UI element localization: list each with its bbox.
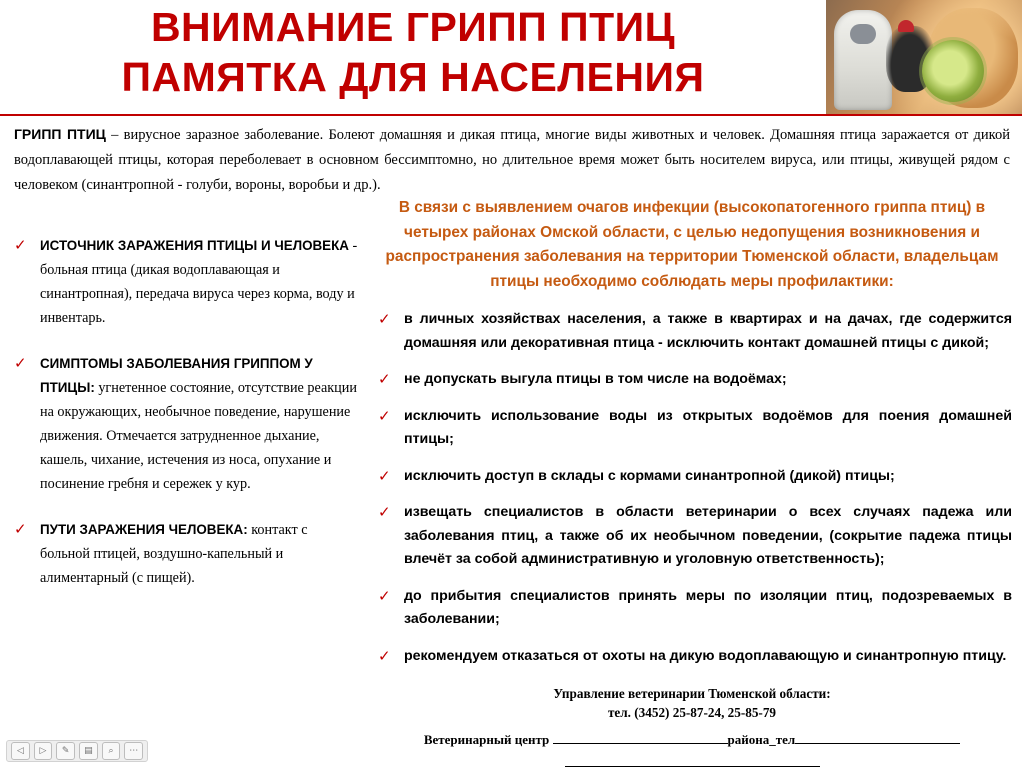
page-title: [0, 2, 826, 102]
list-item-text: угнетенное состояние, отсутствие реакции на окружающих, необычное поведение, нарушение движения. Отмечается затрудненное дыхание, кашель, чихание, истечения из носа, опухание и посинение гребня и сережек у кур.: [40, 380, 357, 492]
title-line-1: ВНИМАНИЕ ГРИПП ПТИЦ: [150, 4, 676, 50]
title-line-2: ПАМЯТКА ДЛЯ НАСЕЛЕНИЯ: [121, 54, 705, 100]
header-divider: [0, 114, 1022, 116]
list-item: [372, 585, 1012, 632]
form-blank-2: [795, 730, 960, 744]
footer-form-line-1: [372, 730, 1012, 749]
list-item: [14, 518, 359, 590]
list-item: [372, 501, 1012, 572]
list-item-text: контакт с больной птицей, воздушно-капельный и алиментарный (с пищей).: [40, 522, 308, 586]
form-blank-1: [553, 730, 728, 744]
check-icon: ✓: [14, 354, 27, 372]
list-item-heading: ИСТОЧНИК ЗАРАЖЕНИЯ ПТИЦЫ И ЧЕЛОВЕКА: [40, 238, 349, 253]
list-item: [14, 352, 359, 496]
list-item: [372, 405, 1012, 452]
more-options-button[interactable]: ⋯: [124, 742, 143, 760]
header-photo: [826, 0, 1022, 114]
footer-block: [372, 684, 1012, 772]
list-item-text: в личных хозяйствах населения, а также в квартирах и на дачах, где содержится домашняя или декоративная птица - исключить контакт домашней птицы с дикой;: [404, 311, 1012, 351]
left-column: [14, 234, 359, 612]
form-label-district: района_тел: [727, 732, 796, 747]
intro-lead: ГРИПП ПТИЦ: [14, 126, 106, 142]
list-item-heading: ПУТИ ЗАРАЖЕНИЯ ЧЕЛОВЕКА:: [40, 522, 248, 537]
right-column: [372, 196, 1012, 681]
check-icon: ✓: [378, 586, 391, 605]
intro-text: – вирусное заразное заболевание. Болеют домашняя и дикая птица, многие виды животных и человек. Домашняя птица заражается от дикой водоплавающей птицы, которая переболевает в основном бессимптомно, но длительное время может быть носителем вируса, или птицы, живущей рядом с человеком (синантропной - голуби, вороны, воробьи и др.).: [14, 127, 1010, 193]
pen-button[interactable]: ✎: [56, 742, 75, 760]
check-icon: ✓: [378, 466, 391, 485]
list-item: [372, 368, 1012, 392]
list-item-text: - больная птица (дикая водоплавающая и синантропная), передача вируса через корма, воду и инвентарь.: [40, 238, 358, 326]
veterinarian-image: [834, 10, 892, 110]
list-item-text: исключить доступ в склады с кормами синантропной (дикой) птицы;: [404, 467, 895, 484]
footer-form-line-2: [372, 753, 1012, 772]
check-icon: ✓: [378, 646, 391, 665]
list-item: [14, 234, 359, 330]
list-item-text: до прибытия специалистов принять меры по изоляции птиц, подозреваемых в заболевании;: [404, 587, 1012, 627]
list-item-text: рекомендуем отказаться от охоты на дикую водоплавающую и синантропную птицу.: [404, 647, 1007, 664]
slideshow-control-bar[interactable]: [6, 740, 148, 762]
right-column-heading: В связи с выявлением очагов инфекции (высокопатогенного гриппа птиц) в четырех районах Омской области, с целью недопущения возникновения и распространения заболевания на территории Тюменской области, владельцам птицы необходимо соблюдать меры профилактики:: [385, 199, 999, 290]
list-item-text: исключить использование воды из открытых водоёмов для поения домашней птицы;: [404, 407, 1012, 447]
slides-button[interactable]: ▤: [79, 742, 98, 760]
footer-phone: тел. (3452) 25-87-24, 25-85-79: [607, 705, 777, 720]
check-icon: ✓: [378, 406, 391, 425]
check-icon: ✓: [14, 520, 27, 538]
list-item-text: не допускать выгула птицы в том числе на водоёмах;: [404, 371, 787, 387]
zoom-button[interactable]: ⌕: [102, 742, 121, 760]
check-icon: ✓: [378, 503, 391, 521]
footer-organization: Управление ветеринарии Тюменской области:: [553, 686, 831, 701]
list-item: [372, 465, 1012, 489]
check-icon: ✓: [14, 236, 27, 254]
list-item-heading: СИМПТОМЫ ЗАБОЛЕВАНИЯ ГРИППОМ У ПТИЦЫ:: [40, 356, 313, 395]
form-label-center: Ветеринарный центр: [423, 732, 550, 747]
check-icon: ✓: [378, 310, 391, 328]
list-item-text: извещать специалистов в области ветеринарии о всех случаях падежа или заболевания птиц, а также об их необычном поведении, (сокрытие падежа птицы влечёт за собой административную и уголовную ответственность);: [404, 504, 1012, 567]
list-item: [372, 308, 1012, 355]
virus-illustration-icon: [922, 40, 984, 102]
intro-paragraph: [14, 122, 1010, 198]
check-icon: ✓: [378, 370, 391, 388]
poster-header: [0, 0, 1022, 114]
play-button[interactable]: ▷: [34, 742, 53, 760]
previous-slide-button[interactable]: ◁: [11, 742, 30, 760]
list-item: [372, 645, 1012, 669]
